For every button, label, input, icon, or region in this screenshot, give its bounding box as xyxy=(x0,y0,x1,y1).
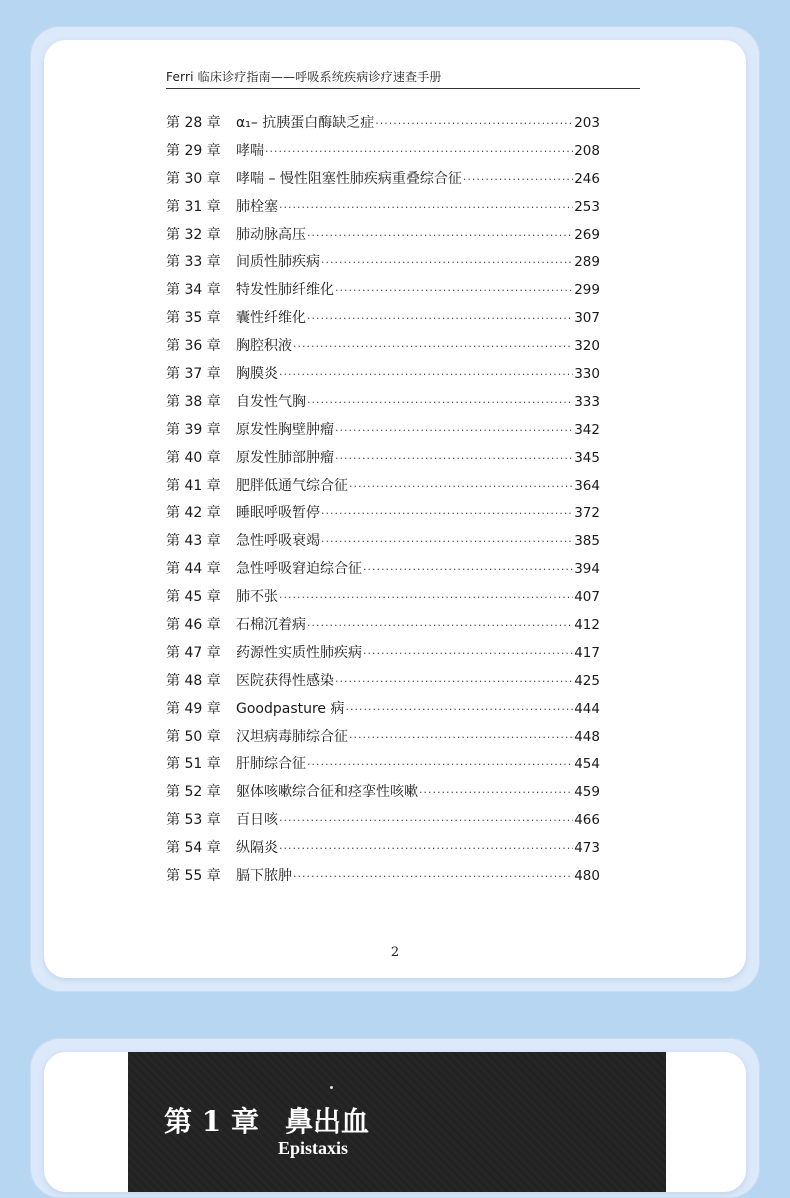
toc-chapter-title: 急性呼吸窘迫综合征 xyxy=(236,561,362,578)
toc-chapter-number: 第 53 章 xyxy=(166,812,221,829)
toc-page-number: 253 xyxy=(574,198,600,215)
toc-chapter-number: 第 29 章 xyxy=(166,142,221,159)
toc-chapter-title: 肺栓塞 xyxy=(236,198,278,215)
toc-chapter-title: 特发性肺纤维化 xyxy=(236,282,334,299)
chapter-title: 鼻出血 xyxy=(284,1105,369,1138)
toc-dot-leader xyxy=(307,229,573,242)
toc-page-number: 333 xyxy=(574,393,600,410)
toc-entry xyxy=(166,837,600,865)
toc-dot-leader xyxy=(293,870,573,883)
toc-page-number: 412 xyxy=(574,617,600,634)
toc-dot-leader xyxy=(279,368,573,381)
toc-page-number: 473 xyxy=(574,840,600,857)
toc-chapter-title: 膈下脓肿 xyxy=(236,868,292,885)
page-number: 2 xyxy=(390,945,400,960)
chapter-title-english: Epistaxis xyxy=(278,1138,349,1158)
toc-dot-leader xyxy=(279,814,573,827)
toc-chapter-title: 胸膜炎 xyxy=(236,366,278,383)
toc-page-number: 372 xyxy=(574,505,600,522)
toc-entry xyxy=(166,753,600,781)
toc-chapter-number: 第 41 章 xyxy=(166,477,221,494)
toc-entry xyxy=(166,307,600,335)
toc-page-number: 444 xyxy=(574,700,600,717)
toc-dot-leader xyxy=(321,507,573,520)
toc-chapter-number: 第 46 章 xyxy=(166,617,221,634)
toc-entry xyxy=(166,726,600,754)
toc-entry xyxy=(166,391,600,419)
toc-page-number: 394 xyxy=(574,561,600,578)
toc-dot-leader xyxy=(463,173,573,186)
toc-chapter-number: 第 28 章 xyxy=(166,115,221,131)
toc-page-number: 448 xyxy=(574,728,600,745)
toc-chapter-title: 哮喘 – 慢性阻塞性肺疾病重叠综合征 xyxy=(236,170,462,187)
toc-chapter-number: 第 38 章 xyxy=(166,393,221,410)
toc-dot-leader xyxy=(279,591,573,604)
toc-entry xyxy=(166,781,600,809)
toc-dot-leader xyxy=(307,312,573,325)
toc-chapter-number: 第 42 章 xyxy=(166,505,221,522)
toc-dot-leader xyxy=(307,619,573,632)
toc-chapter-title: 急性呼吸衰竭 xyxy=(236,533,320,550)
toc-chapter-title: 肝肺综合征 xyxy=(236,756,306,773)
toc-page-number: 480 xyxy=(574,868,600,885)
toc-entry xyxy=(166,614,600,642)
toc-entry xyxy=(166,447,600,475)
toc-entry xyxy=(166,642,600,670)
toc-chapter-title: 肥胖低通气综合征 xyxy=(236,477,348,494)
toc-chapter-number: 第 51 章 xyxy=(166,756,221,773)
book-page xyxy=(44,40,746,978)
toc-chapter-number: 第 44 章 xyxy=(166,561,221,578)
toc-page-number: 385 xyxy=(574,533,600,550)
toc-chapter-number: 第 40 章 xyxy=(166,449,221,466)
toc-chapter-title: Goodpasture 病 xyxy=(236,700,345,717)
toc-entry xyxy=(166,140,600,168)
toc-entry xyxy=(166,224,600,252)
toc-page-number: 307 xyxy=(574,310,600,327)
toc-chapter-number: 第 34 章 xyxy=(166,282,221,299)
toc-chapter-title: 纵隔炎 xyxy=(236,840,278,857)
toc-chapter-number: 第 39 章 xyxy=(166,421,221,438)
toc-chapter-title: 哮喘 xyxy=(236,142,264,159)
toc-entry xyxy=(166,251,600,279)
toc-dot-leader xyxy=(307,758,573,771)
toc-page-number: 454 xyxy=(574,756,600,773)
banner-dot-mark xyxy=(330,1086,333,1089)
toc-chapter-title: 躯体咳嗽综合征和痉挛性咳嗽 xyxy=(236,784,418,801)
toc-chapter-number: 第 50 章 xyxy=(166,728,221,745)
toc-dot-leader xyxy=(279,201,573,214)
toc-dot-leader xyxy=(321,535,573,548)
toc-dot-leader xyxy=(335,452,573,465)
toc-chapter-title: 肺不张 xyxy=(236,589,278,606)
table-of-contents xyxy=(166,112,600,893)
toc-chapter-title: 医院获得性感染 xyxy=(236,672,334,689)
toc-dot-leader xyxy=(375,117,573,130)
toc-dot-leader xyxy=(321,256,573,269)
toc-chapter-number: 第 30 章 xyxy=(166,170,221,187)
toc-entry xyxy=(166,558,600,586)
toc-entry xyxy=(166,865,600,893)
toc-page-number: 208 xyxy=(574,142,600,159)
toc-chapter-title: 间质性肺疾病 xyxy=(236,254,320,271)
toc-page-number: 289 xyxy=(574,254,600,271)
toc-chapter-title: 睡眠呼吸暂停 xyxy=(236,505,320,522)
toc-entry xyxy=(166,475,600,503)
toc-entry xyxy=(166,112,600,140)
toc-page-number: 330 xyxy=(574,366,600,383)
toc-dot-leader xyxy=(349,731,573,744)
toc-chapter-number: 第 55 章 xyxy=(166,868,221,885)
toc-chapter-number: 第 48 章 xyxy=(166,672,221,689)
toc-entry xyxy=(166,363,600,391)
toc-chapter-number: 第 35 章 xyxy=(166,310,221,327)
toc-entry xyxy=(166,168,600,196)
toc-dot-leader xyxy=(349,480,573,493)
toc-chapter-number: 第 37 章 xyxy=(166,366,221,383)
toc-page-number: 342 xyxy=(574,421,600,438)
toc-chapter-number: 第 32 章 xyxy=(166,226,221,243)
toc-chapter-number: 第 52 章 xyxy=(166,784,221,801)
toc-dot-leader xyxy=(363,563,573,576)
running-header: Ferri 临床诊疗指南——呼吸系统疾病诊疗速查手册 xyxy=(166,68,640,89)
page-frame-1 xyxy=(30,26,760,992)
toc-chapter-number: 第 45 章 xyxy=(166,589,221,606)
toc-entry xyxy=(166,530,600,558)
toc-dot-leader xyxy=(293,340,573,353)
toc-chapter-number: 第 36 章 xyxy=(166,338,221,355)
chapter-label: 第 1 章 xyxy=(164,1105,259,1138)
toc-page-number: 203 xyxy=(574,115,600,131)
toc-chapter-number: 第 43 章 xyxy=(166,533,221,550)
toc-chapter-title: 自发性气胸 xyxy=(236,393,306,410)
toc-page-number: 459 xyxy=(574,784,600,801)
toc-chapter-number: 第 49 章 xyxy=(166,700,221,717)
toc-chapter-number: 第 31 章 xyxy=(166,198,221,215)
toc-chapter-title: 药源性实质性肺疾病 xyxy=(236,644,362,661)
toc-entry xyxy=(166,335,600,363)
toc-chapter-title: 胸腔积液 xyxy=(236,338,292,355)
toc-entry xyxy=(166,586,600,614)
toc-page-number: 417 xyxy=(574,644,600,661)
toc-chapter-title: 百日咳 xyxy=(236,812,278,829)
toc-dot-leader xyxy=(307,396,573,409)
toc-chapter-number: 第 33 章 xyxy=(166,254,221,271)
toc-chapter-number: 第 47 章 xyxy=(166,644,221,661)
toc-chapter-title: 原发性肺部肿瘤 xyxy=(236,449,334,466)
toc-chapter-title: 石棉沉着病 xyxy=(236,617,306,634)
toc-page-number: 320 xyxy=(574,338,600,355)
toc-entry xyxy=(166,809,600,837)
toc-page-number: 345 xyxy=(574,449,600,466)
toc-dot-leader xyxy=(335,284,573,297)
toc-chapter-title: 囊性纤维化 xyxy=(236,310,306,327)
toc-chapter-title: 原发性胸壁肿瘤 xyxy=(236,421,334,438)
toc-dot-leader xyxy=(279,842,573,855)
chapter-heading xyxy=(164,1100,369,1140)
toc-entry xyxy=(166,279,600,307)
toc-page-number: 299 xyxy=(574,282,600,299)
toc-page-number: 466 xyxy=(574,812,600,829)
toc-page-number: 364 xyxy=(574,477,600,494)
toc-dot-leader xyxy=(335,424,573,437)
toc-page-number: 246 xyxy=(574,170,600,187)
chapter-banner xyxy=(128,1052,666,1192)
toc-chapter-title: α₁– 抗胰蛋白酶缺乏症 xyxy=(236,115,375,131)
toc-page-number: 407 xyxy=(574,589,600,606)
toc-page-number: 425 xyxy=(574,672,600,689)
toc-entry xyxy=(166,196,600,224)
page-frame-2 xyxy=(30,1038,760,1198)
toc-dot-leader xyxy=(363,647,573,660)
toc-chapter-title: 汉坦病毒肺综合征 xyxy=(236,728,348,745)
toc-dot-leader xyxy=(265,145,573,158)
toc-entry xyxy=(166,698,600,726)
toc-entry xyxy=(166,419,600,447)
toc-dot-leader xyxy=(335,675,573,688)
book-page-2 xyxy=(44,1052,746,1192)
toc-entry xyxy=(166,502,600,530)
toc-page-number: 269 xyxy=(574,226,600,243)
toc-dot-leader xyxy=(346,703,574,716)
toc-dot-leader xyxy=(419,786,573,799)
toc-chapter-number: 第 54 章 xyxy=(166,840,221,857)
toc-chapter-title: 肺动脉高压 xyxy=(236,226,306,243)
toc-entry xyxy=(166,670,600,698)
